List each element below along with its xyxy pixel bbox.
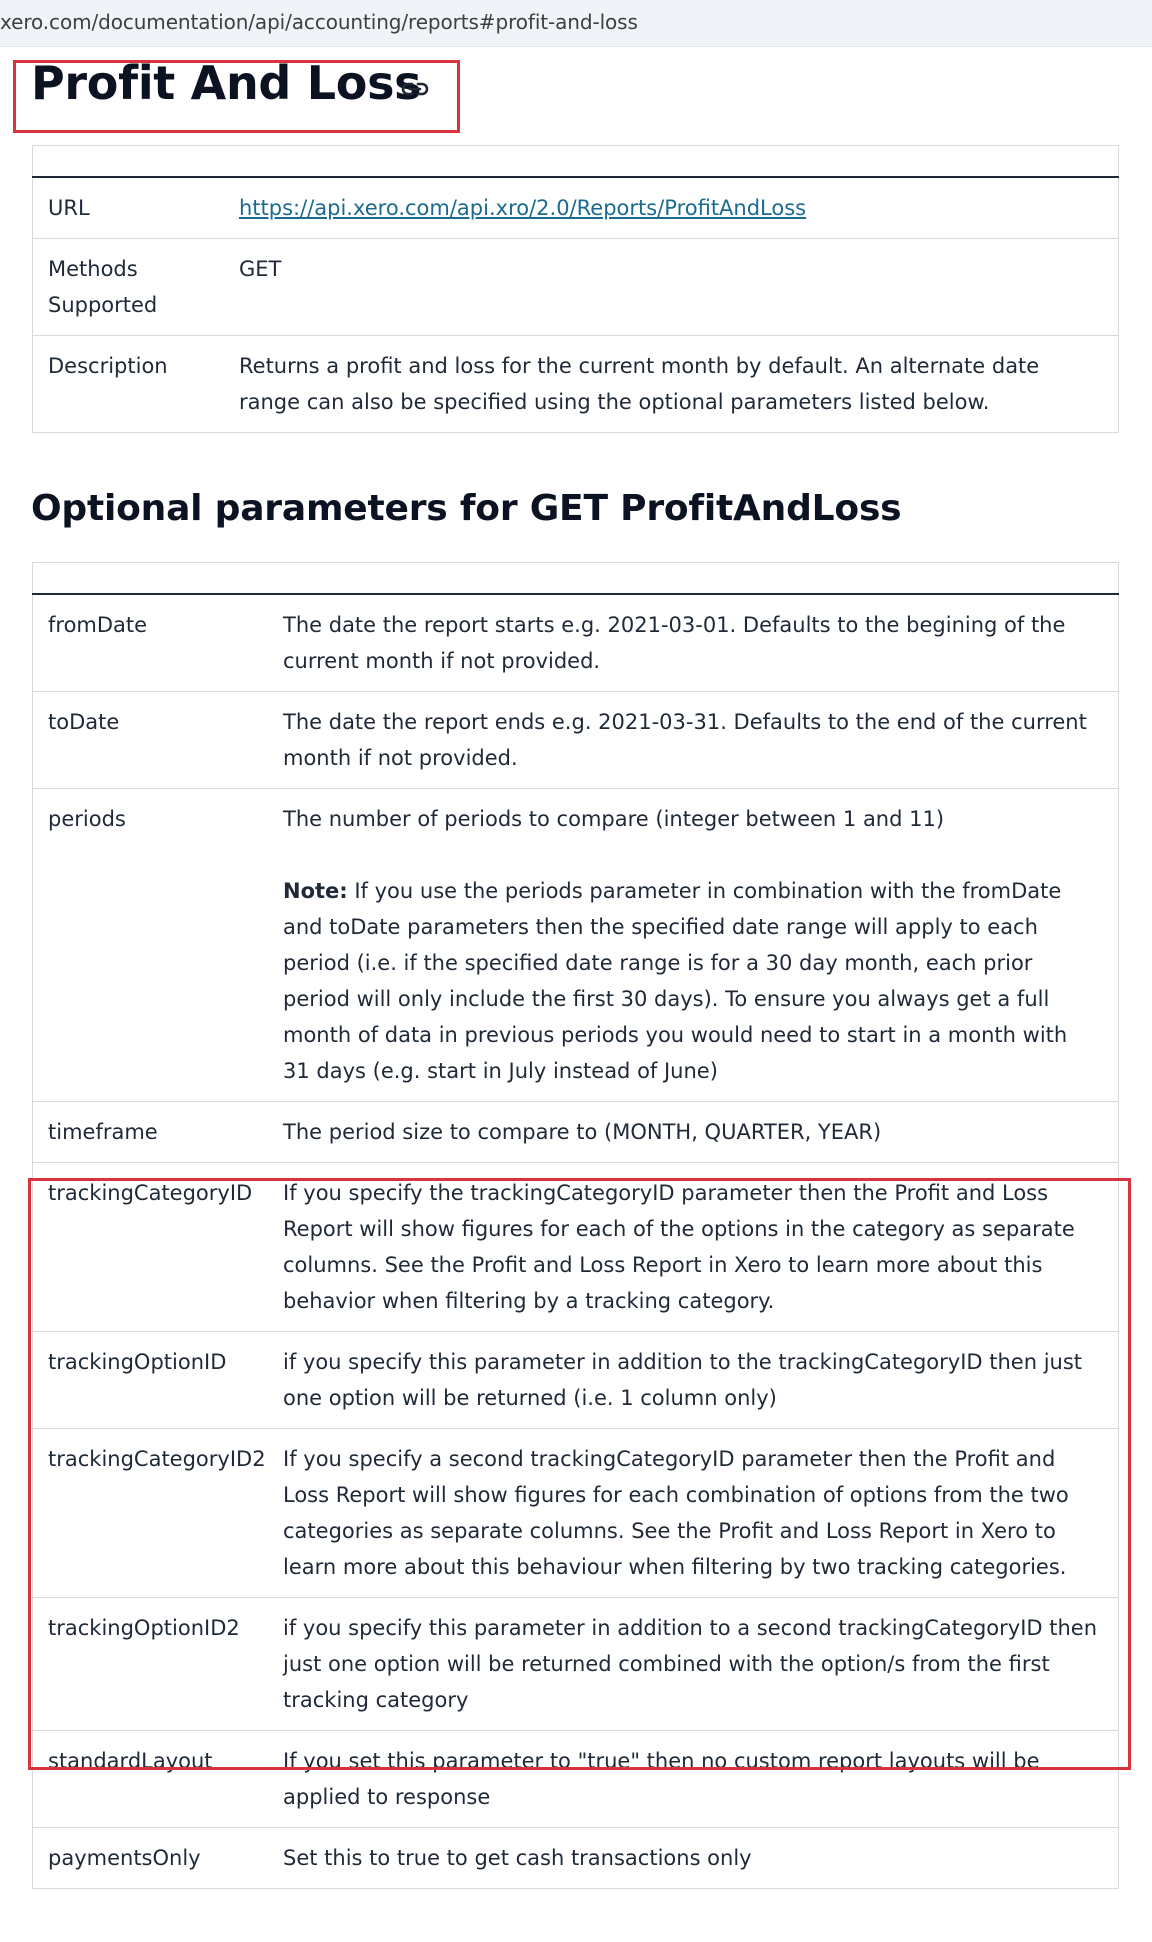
periods-note [283,873,1100,1089]
table-row [33,692,1119,789]
param-description: The date the report starts e.g. 2021-03-01. Defaults to the begining of the current month if not provided. [268,594,1119,692]
url-text[interactable]: xero.com/documentation/api/accounting/reports#profit-and-loss [0,10,638,34]
param-name: fromDate [33,594,269,692]
param-name: standardLayout [33,1731,269,1828]
table-row [33,336,1119,433]
param-name: trackingOptionID [33,1332,269,1429]
page-title: Profit And Loss [31,56,422,110]
browser-address-bar[interactable] [0,0,1152,47]
param-name: trackingCategoryID2 [33,1429,269,1598]
table-row [33,177,1119,239]
row-key: Description [33,336,225,433]
param-name: timeframe [33,1102,269,1163]
periods-summary: The number of periods to compare (integer between 1 and 11) [283,807,945,831]
table-row [33,1163,1119,1332]
param-description: If you specify a second trackingCategoryID parameter then the Profit and Loss Report will show figures for each combination of options from the two categories as separate columns. See the Profit and Loss Report in Xero to learn more about this behaviour when filtering by two tracking categories. [268,1429,1119,1598]
table-row [33,1828,1119,1889]
row-key-text: Methods Supported [48,257,158,317]
row-value: GET [224,239,1119,336]
paragraph-gap [283,837,1100,873]
param-description: if you specify this parameter in addition to a second trackingCategoryID then just one option will be returned combined with the option/s from the first tracking category [268,1598,1119,1731]
table-row [33,1102,1119,1163]
parameters-table [32,562,1119,1889]
row-key [33,239,225,336]
table-row [33,1731,1119,1828]
param-name: periods [33,789,269,1102]
param-description: The period size to compare to (MONTH, QUARTER, YEAR) [268,1102,1119,1163]
param-name: toDate [33,692,269,789]
param-description: Set this to true to get cash transactions only [268,1828,1119,1889]
row-value: Returns a profit and loss for the current month by default. An alternate date range can also be specified using the optional parameters listed below. [224,336,1119,433]
table-header-row [33,146,1119,178]
param-description: If you set this parameter to "true" then no custom report layouts will be applied to response [268,1731,1119,1828]
param-description [268,789,1119,1102]
endpoint-table [32,145,1119,433]
section-heading: Optional parameters for GET ProfitAndLoss [31,488,902,529]
param-name: paymentsOnly [33,1828,269,1889]
param-name: trackingOptionID2 [33,1598,269,1731]
endpoint-url-link[interactable]: https://api.xero.com/api.xro/2.0/Reports/ProfitAndLoss [239,196,807,220]
table-row [33,789,1119,1102]
title-highlight-box [13,60,460,133]
param-description: if you specify this parameter in addition to the trackingCategoryID then just one option will be returned (i.e. 1 column only) [268,1332,1119,1429]
table-row [33,594,1119,692]
note-text: If you use the periods parameter in combination with the fromDate and toDate parameters then the specified date range will apply to each period (i.e. if the specified date range is for a 30 day month, each prior period will only include the first 30 days). To ensure you always get a full month of data in previous periods you would need to start in a month with 31 days (e.g. start in July instead of June) [283,879,1068,1083]
table-row [33,1332,1119,1429]
row-key: URL [33,177,225,239]
param-description: The date the report ends e.g. 2021-03-31. Defaults to the end of the current month if not provided. [268,692,1119,789]
table-row [33,239,1119,336]
table-header-row [33,563,1119,595]
table-row [33,1429,1119,1598]
note-label: Note: [283,879,348,903]
param-description: If you specify the trackingCategoryID parameter then the Profit and Loss Report will show figures for each of the options in the category as separate columns. See the Profit and Loss Report in Xero to learn more about this behavior when filtering by a tracking category. [268,1163,1119,1332]
row-value [224,177,1119,239]
param-name: trackingCategoryID [33,1163,269,1332]
table-row [33,1598,1119,1731]
